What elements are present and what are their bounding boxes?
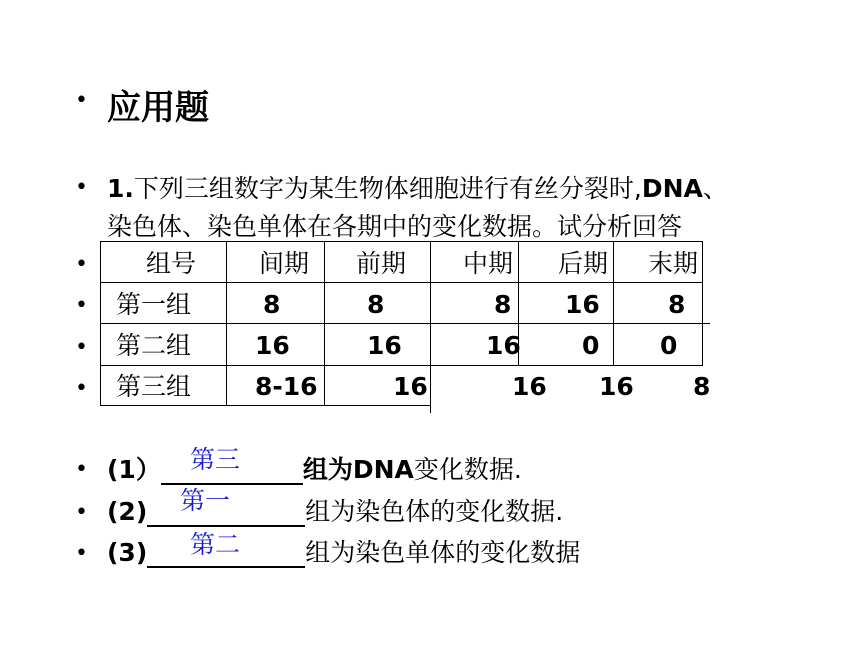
table-border [702, 241, 703, 365]
question-number: (3) [107, 538, 148, 567]
intro-end: 、 [702, 174, 728, 203]
intro-line-1 [107, 170, 728, 208]
question-text: 组为染色单体的变化数据 [305, 538, 581, 567]
table-cell: 8 [693, 372, 711, 401]
table-cell: 0 [660, 331, 678, 360]
table-cell: 16 [255, 331, 290, 360]
table-border [226, 241, 227, 406]
table-cell: 8-16 [255, 372, 318, 401]
table-cell: 8 [367, 290, 385, 319]
question-2 [107, 497, 563, 527]
table-header-cell: 组号 [146, 249, 197, 278]
table-row-label: 第三组 [116, 372, 192, 401]
table-header-cell: 中期 [463, 249, 514, 278]
bullet: • [75, 376, 88, 401]
bullet: • [75, 88, 88, 113]
question-number: (2) [107, 497, 148, 526]
question-text-bold: 组为DNA [302, 455, 414, 484]
table-cell: 16 [486, 331, 521, 360]
question-number: (1） [107, 455, 161, 484]
table-cell: 0 [582, 331, 600, 360]
bullet: • [75, 457, 88, 482]
bullet: • [75, 335, 88, 360]
table-header-cell: 间期 [259, 249, 310, 278]
intro-line-2: 染色体、染色单体在各期中的变化数据。试分析回答 [107, 212, 683, 241]
answer-2: 第一 [180, 486, 231, 515]
table-border [324, 241, 325, 406]
answer-1: 第三 [190, 445, 241, 474]
table-border [613, 241, 614, 365]
bullet: • [75, 175, 88, 200]
table-cell: 16 [512, 372, 547, 401]
table-row-label: 第二组 [116, 331, 192, 360]
bullet: • [75, 541, 88, 566]
table-border [100, 241, 101, 406]
table-cell: 16 [393, 372, 428, 401]
table-border [100, 323, 710, 324]
table-cell: 8 [668, 290, 686, 319]
intro-dna: DNA [641, 174, 703, 203]
table-border [430, 241, 431, 413]
table-border [100, 365, 703, 366]
problem-number: 1. [107, 174, 134, 203]
table-cell: 16 [367, 331, 402, 360]
bullet: • [75, 500, 88, 525]
table-cell: 16 [565, 290, 600, 319]
question-3 [107, 538, 580, 568]
bullet: • [75, 293, 88, 318]
table-cell: 16 [599, 372, 634, 401]
bullet: • [75, 252, 88, 277]
question-1 [107, 455, 522, 485]
table-header-cell: 末期 [648, 249, 699, 278]
table-header-cell: 前期 [356, 249, 407, 278]
intro-text: 下列三组数字为某生物体细胞进行有丝分裂时, [133, 174, 642, 203]
question-text: 组为染色体的变化数据. [305, 497, 564, 526]
answer-3: 第二 [190, 530, 241, 559]
table-cell: 8 [263, 290, 281, 319]
table-header-cell: 后期 [558, 249, 609, 278]
table-row-label: 第一组 [116, 290, 192, 319]
question-text: 变化数据. [413, 455, 522, 484]
table-cell: 8 [494, 290, 512, 319]
page-title: 应用题 [107, 88, 209, 128]
problem-intro [107, 170, 728, 246]
table-border [100, 405, 430, 406]
